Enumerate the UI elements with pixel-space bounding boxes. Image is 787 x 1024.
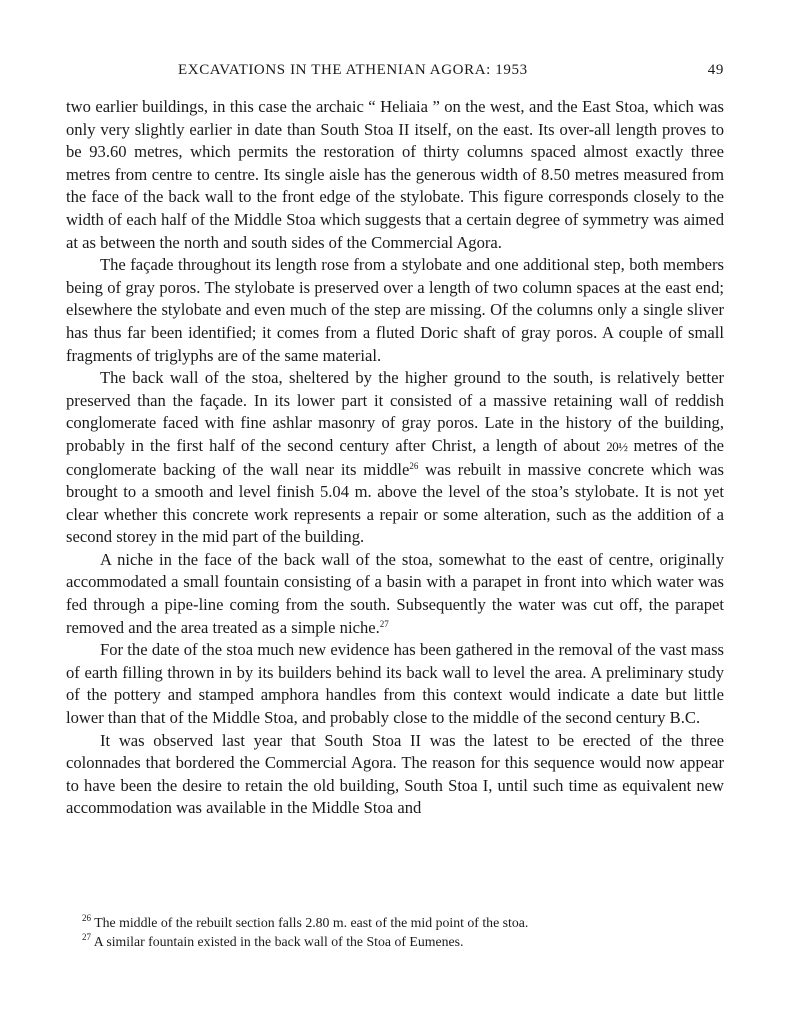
paragraph-text: metres of the conglomerate backing of the wall near its middle <box>66 435 724 479</box>
footnote-text: The middle of the rebuilt section falls 2.80 m. east of the mid point of the stoa. <box>94 915 529 930</box>
fraction: 20½ <box>606 438 628 454</box>
footnote-number: 27 <box>82 932 91 942</box>
footnote-ref[interactable]: 27 <box>379 618 389 629</box>
paragraph-text: was rebuilt in massive concrete which was brought to a smooth and level finish 5.04 m. above the level of the stoa’s stylobate. It is not yet clear whether this concrete work represents a repair or some alteration, such as the addition of a second storey in the mid part of the building. <box>66 459 724 547</box>
footnote-ref[interactable]: 26 <box>409 460 419 471</box>
footnotes <box>66 913 724 951</box>
paragraph <box>66 367 724 549</box>
footnote <box>66 932 724 951</box>
paragraph-text: A niche in the face of the back wall of the stoa, somewhat to the east of centre, originally accommodated a small fountain consisting of a basin with a parapet in front into which water was fed through a pipe-line coming from the south. Subsequently the water was cut off, the parapet removed and the area treated as a simple niche. <box>66 549 724 637</box>
footnote-text: A similar fountain existed in the back wall of the Stoa of Eumenes. <box>93 934 464 949</box>
paragraph: two earlier buildings, in this case the archaic “ Heliaia ” on the west, and the East Stoa, which was only very slightly earlier in date than South Stoa II itself, on the east. Its over-all length proves to be 93.60 metres, which permits the restoration of thirty columns spaced almost exactly three metres from centre to centre. Its single aisle has the generous width of 8.50 metres measured from the face of the back wall to the front edge of the stylobate. This figure corresponds closely to the width of each half of the Middle Stoa which suggests that a certain degree of symmetry was aimed at as between the north and south sides of the Commercial Agora. <box>66 97 724 252</box>
running-title: EXCAVATIONS IN THE ATHENIAN AGORA: 1953 <box>178 62 528 78</box>
paragraph <box>66 549 724 639</box>
paragraph: For the date of the stoa much new evidence has been gathered in the removal of the vast mass of earth filling thrown in by its builders behind its back wall to level the area. A preliminary study of the pottery and stamped amphora handles from this context would indicate a date but little lower than that of the Middle Stoa, and probably close to the middle of the second century B.C. <box>66 640 724 728</box>
body-text <box>66 96 724 820</box>
paragraph: The façade throughout its length rose from a stylobate and one additional step, both members being of gray poros. The stylobate is preserved over a length of two column spaces at the east end; elsewhere the stylobate and even much of the step are missing. Of the columns only a single sliver has thus far been identified; it comes from a fluted Doric shaft of gray poros. A couple of small fragments of triglyphs are of the same material. <box>66 255 724 365</box>
footnote <box>66 913 724 932</box>
paragraph: It was observed last year that South Stoa II was the latest to be erected of the three colonnades that bordered the Commercial Agora. The reason for this sequence would now appear to have been the desire to retain the old building, South Stoa I, until such time as equivalent new accommodation was available in the Middle Stoa and <box>66 730 724 818</box>
paragraph-text: The back wall of the stoa, sheltered by the higher ground to the south, is relatively better preserved than the façade. In its lower part it consisted of a massive retaining wall of reddish conglomerate faced with fine ashlar masonry of gray poros. Late in the history of the building, probably in the first half of the second century after Christ, a length of about <box>66 368 724 455</box>
footnote-number: 26 <box>82 913 91 923</box>
running-header <box>66 62 724 86</box>
page-number: 49 <box>707 62 724 78</box>
